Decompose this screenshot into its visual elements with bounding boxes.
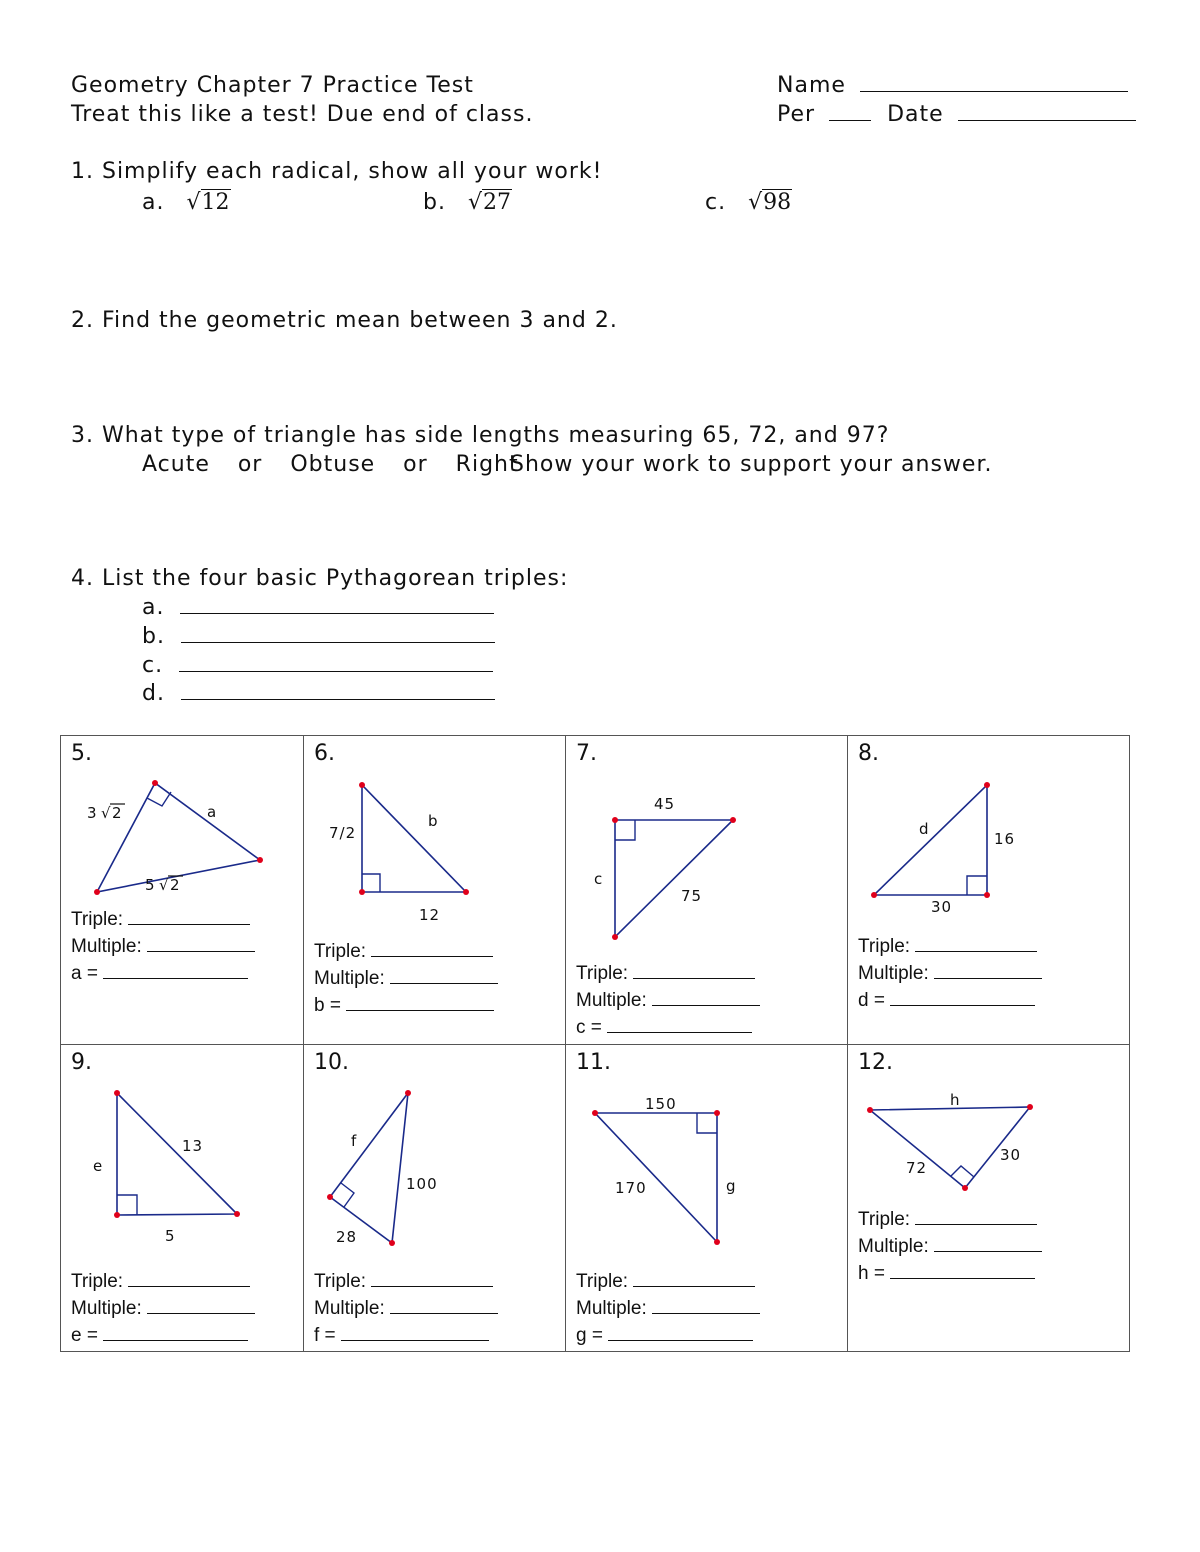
triangle-9-diagram	[61, 1075, 304, 1275]
name-label: Name	[777, 73, 846, 98]
answers-10[interactable]: Triple: Multiple: f =	[314, 1271, 498, 1352]
q1-prompt: 1. Simplify each radical, show all your work!	[71, 159, 603, 184]
label-c: c	[594, 870, 604, 888]
problem-7	[566, 736, 848, 1045]
answers-6[interactable]: Triple: Multiple: b =	[314, 941, 498, 1022]
q1-item-c: c. √98	[705, 190, 792, 215]
problem-5	[61, 736, 304, 1045]
problem-number: 6.	[314, 741, 335, 766]
q4-line-d[interactable]: d.	[142, 681, 495, 706]
triangle-problem-grid	[60, 735, 1130, 1352]
label-30: 30	[1000, 1146, 1022, 1164]
problem-number: 12.	[858, 1050, 893, 1075]
label-b: b	[428, 812, 439, 830]
q4-prompt: 4. List the four basic Pythagorean triples:	[71, 566, 569, 591]
label-12: 12	[419, 906, 441, 924]
label-3root2-coef: 3	[87, 804, 98, 822]
problem-10	[304, 1045, 566, 1351]
per-date-field[interactable]	[777, 102, 1136, 127]
per-blank[interactable]	[829, 102, 871, 121]
triangle-12-diagram	[848, 1075, 1129, 1215]
triangle-6-diagram	[304, 766, 566, 946]
test-subtitle: Treat this like a test! Due end of class.	[71, 102, 534, 127]
answers-5[interactable]: Triple: Multiple: a =	[71, 909, 255, 990]
answers-7[interactable]: Triple: Multiple: c =	[576, 963, 760, 1044]
problem-number: 10.	[314, 1050, 349, 1075]
label-d: d	[919, 820, 930, 838]
problem-8	[848, 736, 1129, 1045]
problem-12	[848, 1045, 1129, 1351]
label-3root2-radical: √	[101, 804, 112, 822]
label-h: h	[950, 1091, 961, 1109]
label-72: 72	[906, 1159, 928, 1177]
label-28: 28	[336, 1228, 358, 1246]
label-e: e	[93, 1157, 104, 1175]
triangle-7-diagram	[566, 766, 848, 956]
q4-line-b[interactable]: b.	[142, 624, 495, 649]
label-45: 45	[654, 795, 676, 813]
problem-number: 11.	[576, 1050, 611, 1075]
name-blank[interactable]	[860, 73, 1128, 92]
problem-11	[566, 1045, 848, 1351]
label-13: 13	[182, 1137, 204, 1155]
answers-12[interactable]: Triple: Multiple: h =	[858, 1209, 1042, 1290]
test-title: Geometry Chapter 7 Practice Test	[71, 73, 474, 98]
radical-98: √98	[748, 190, 792, 215]
label-3root2-radicand: 2	[112, 804, 123, 822]
label-5root2-coef: 5	[145, 876, 156, 894]
q1-item-a: a. √12	[142, 190, 230, 215]
problem-number: 7.	[576, 741, 597, 766]
per-label: Per	[777, 102, 816, 127]
q3-instruction: Show your work to support your answer.	[510, 452, 993, 477]
label-30: 30	[931, 898, 953, 916]
label-75: 75	[681, 887, 703, 905]
date-label: Date	[887, 102, 944, 127]
q3-prompt: 3. What type of triangle has side lengths measuring 65, 72, and 97?	[71, 423, 890, 448]
label-5root2-radical: √	[159, 876, 170, 894]
date-blank[interactable]	[958, 102, 1136, 121]
problem-9	[61, 1045, 304, 1351]
q4-line-c[interactable]: c.	[142, 653, 493, 678]
label-170: 170	[615, 1179, 647, 1197]
radical-27: √27	[467, 190, 511, 215]
answers-9[interactable]: Triple: Multiple: e =	[71, 1271, 255, 1352]
answers-11[interactable]: Triple: Multiple: g =	[576, 1271, 760, 1352]
problem-number: 9.	[71, 1050, 92, 1075]
label-5root2-radicand: 2	[170, 876, 181, 894]
q4-line-a[interactable]: a.	[142, 595, 494, 620]
triangle-8-diagram	[848, 766, 1129, 946]
triangle-10-diagram	[304, 1075, 566, 1275]
name-field[interactable]	[777, 73, 1128, 98]
label-100: 100	[406, 1175, 438, 1193]
radical-12: √12	[186, 190, 230, 215]
label-f: f	[351, 1132, 358, 1150]
answers-8[interactable]: Triple: Multiple: d =	[858, 936, 1042, 1017]
problem-number: 5.	[71, 741, 92, 766]
label-a: a	[207, 803, 218, 821]
label-5: 5	[165, 1227, 176, 1245]
label-7-2: 7/2	[329, 824, 357, 842]
q2-prompt: 2. Find the geometric mean between 3 and 2.	[71, 308, 618, 333]
problem-6	[304, 736, 566, 1045]
label-16: 16	[994, 830, 1016, 848]
label-150: 150	[645, 1095, 677, 1113]
q1-item-b: b. √27	[423, 190, 511, 215]
label-g: g	[726, 1177, 737, 1195]
q3-choices: Acute or Obtuse or Right	[142, 452, 519, 477]
problem-number: 8.	[858, 741, 879, 766]
triangle-11-diagram	[566, 1075, 848, 1275]
